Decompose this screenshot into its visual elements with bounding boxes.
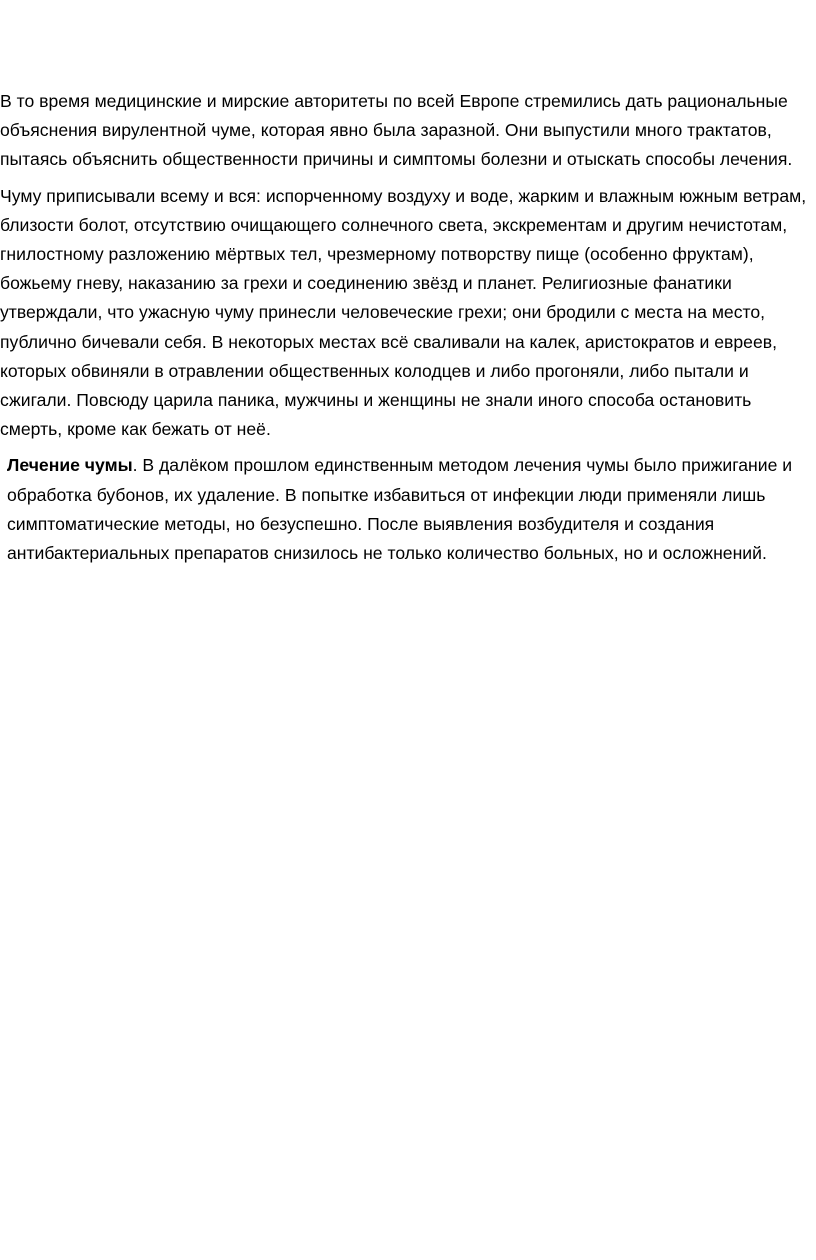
document-page (0, 87, 816, 575)
paragraph-plague-treatment (0, 451, 816, 568)
paragraph-medical-authorities: В то время медицинские и мирские авторитеты по всей Европе стремились дать рациональные объяснения вирулентной чуме, которая явно была заразной. Они выпустили много трактатов, пытаясь объяснить общественности причины и симптомы болезни и отыскать способы лечения. (0, 91, 793, 170)
paragraph-plague-causes: Чуму приписывали всему и вся: испорченному воздуху и воде, жарким и влажным южным ветрам, близости болот, отсутствию очищающего солнечного света, экскрементам и другим нечистотам, гнилостному разложению мёртвых тел, чрезмерному потворству пище (особенно фруктам), божьему гневу, наказанию за грехи и соединению звёзд и планет. Религиозные фанатики утверждали, что ужасную чуму принесли человеческие грехи; они бродили с места на место, публично бичевали себя. В некоторых местах всё сваливали на калек, аристократов и евреев, которых обвиняли в отравлении общественных колодцев и либо прогоняли, либо пытали и сжигали. Повсюду царила паника, мужчины и женщины не знали иного способа остановить смерть, кроме как бежать от неё. (0, 185, 807, 440)
treatment-heading: Лечение чумы (7, 455, 133, 476)
treatment-text: . В далёком прошлом единственным методом лечения чумы было прижигание и обработка бубонов, их удаление. В попытке избавиться от инфекции люди применяли лишь симптоматические методы, но безуспешно. После выявления возбудителя и создания антибактериальных препаратов снизилось не только количество больных, но и осложнений. (7, 455, 793, 564)
